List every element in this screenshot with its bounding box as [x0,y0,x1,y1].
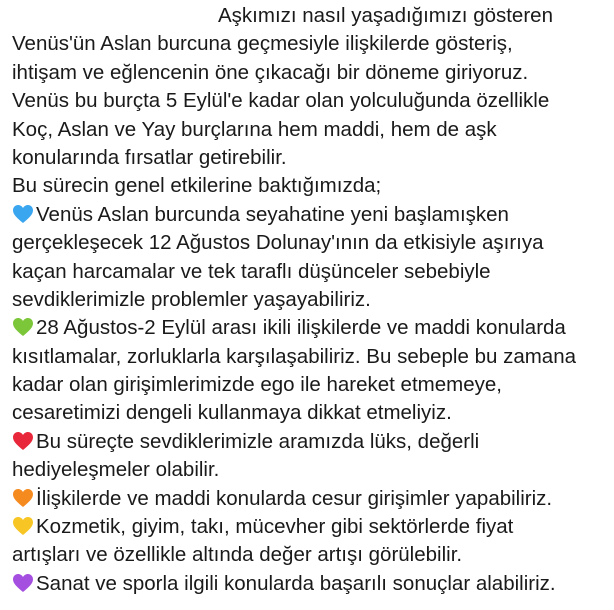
orange-heart-icon [12,488,34,508]
text-line: cesaretimizi dengeli kullanmaya dikkat etmeliyiz. [12,401,452,425]
text-line: Koç, Aslan ve Yay burçlarına hem maddi, hem de aşk [12,117,497,141]
post-text [12,2,612,598]
text-line: sevdiklerimizle problemler yaşayabiliriz. [12,287,371,311]
bullet-text: Kozmetik, giyim, takı, mücevher gibi sektörlerde fiyat [36,515,514,539]
text-line: Venüs bu burçta 5 Eylül'e kadar olan yolculuğunda özellikle [12,89,550,113]
bullet-text: Bu süreçte sevdiklerimizle aramızda lüks, değerli [36,429,480,453]
text-line: gerçekleşecek 12 Ağustos Dolunay'ının da etkisiyle aşırıya [12,231,544,255]
text-line [12,513,612,541]
text-line: kaçan harcamalar ve tek taraflı düşünceler sebebiyle [12,259,491,283]
purple-heart-icon [12,573,34,593]
green-heart-icon [12,317,34,337]
text-line [12,485,612,513]
red-heart-icon [12,431,34,451]
text-line: konularında fırsatlar getirebilir. [12,145,287,169]
bullet-text: İlişkilerde ve maddi konularda cesur girişimler yapabiliriz. [36,486,553,510]
text-line [12,201,612,229]
text-line: Venüs'ün Aslan burcuna geçmesiyle ilişkilerde gösteriş, [12,32,513,56]
text-line: Aşkımızı nasıl yaşadığımızı gösteren [218,4,553,27]
text-line: artışları ve özellikle altında değer artışı görülebilir. [12,543,463,567]
bullet-text: Venüs Aslan burcunda seyahatine yeni başlamışken [36,202,509,226]
text-line: hediyeleşmeler olabilir. [12,458,220,482]
text-line: kadar olan girişimlerimizde ego ile hareket etmemeye, [12,373,502,397]
text-line [12,428,612,456]
text-line [12,314,612,342]
text-line: ihtişam ve eğlencenin öne çıkacağı bir döneme giriyoruz. [12,60,529,84]
yellow-heart-icon [12,516,34,536]
blue-heart-icon [12,204,34,224]
text-line: kısıtlamalar, zorluklarla karşılaşabiliriz. Bu sebeple bu zamana [12,344,577,368]
text-line: Bu sürecin genel etkilerine baktığımızda; [12,174,382,198]
bullet-text: Sanat ve sporla ilgili konularda başarılı sonuçlar alabiliriz. [36,571,556,595]
bullet-text: 28 Ağustos-2 Eylül arası ikili ilişkilerde ve maddi konularda [36,316,566,340]
text-line [12,570,612,598]
